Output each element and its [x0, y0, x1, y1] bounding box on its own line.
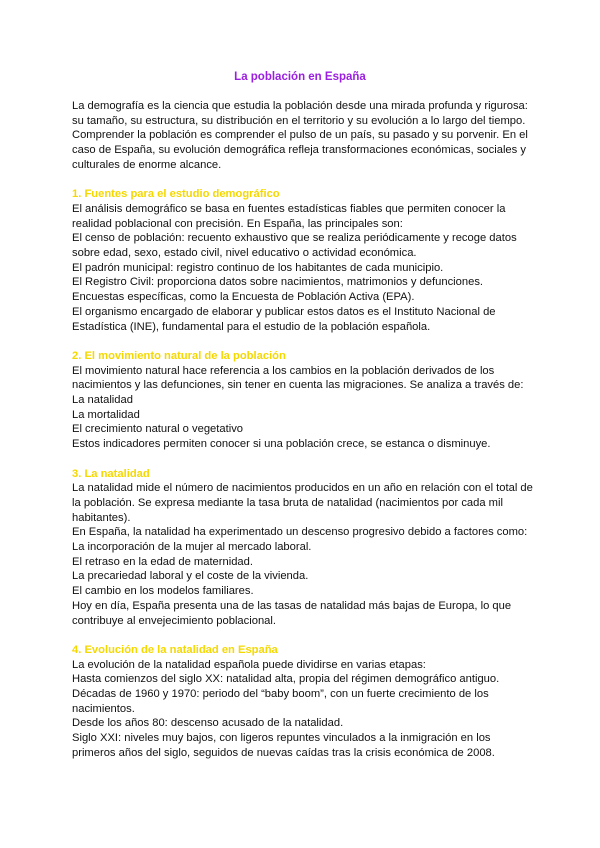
section-line: El padrón municipal: registro continuo de los habitantes de cada municipio.: [72, 261, 444, 274]
section-fuentes: [72, 187, 534, 334]
section-line: El crecimiento natural o vegetativo: [72, 423, 244, 436]
document-title: La población en España: [234, 71, 366, 83]
section-heading: 3. La natalidad: [72, 467, 150, 480]
section-line: El organismo encargado de elaborar y publicar estos datos es el Instituto Nacional de Estadística (INE), fundamental para el estudio de la población española.: [72, 305, 496, 333]
section-line: Estos indicadores permiten conocer si una población crece, se estanca o disminuye.: [72, 438, 491, 451]
section-line: Hasta comienzos del siglo XX: natalidad alta, propia del régimen demográfico antiguo.: [72, 673, 500, 686]
section-line: Hoy en día, España presenta una de las tasas de natalidad más bajas de Europa, lo que contribuye al envejecimiento poblacional.: [72, 599, 512, 627]
section-line: Siglo XXI: niveles muy bajos, con ligeros repuntes vinculados a la inmigración en los primeros años del siglo, seguidos de nuevas caídas tras la crisis económica de 2008.: [72, 732, 495, 759]
section-evolucion-natalidad: [72, 643, 534, 761]
section-heading: 2. El movimiento natural de la población: [72, 349, 286, 362]
section-heading: 4. Evolución de la natalidad en España: [72, 643, 278, 656]
section-line: El retraso en la edad de maternidad.: [72, 555, 253, 568]
section-line: Desde los años 80: descenso acusado de la natalidad.: [72, 717, 344, 730]
section-line: La precariedad laboral y el coste de la vivienda.: [72, 570, 309, 583]
section-line: La natalidad mide el número de nacimientos producidos en un año en relación con el total de la población. Se expresa mediante la tasa bruta de natalidad (nacimientos por cada mil habitantes).: [72, 482, 533, 524]
section-line: La incorporación de la mujer al mercado laboral.: [72, 541, 312, 554]
section-movimiento-natural: [72, 349, 534, 452]
section-line: Décadas de 1960 y 1970: periodo del “baby boom”, con un fuerte crecimiento de los nacimientos.: [72, 688, 489, 715]
section-line: La evolución de la natalidad española puede dividirse en varias etapas:: [72, 658, 426, 671]
section-line: El censo de población: recuento exhaustivo que se realiza periódicamente y recoge datos sobre edad, sexo, estado civil, nivel educativo o actividad económica.: [72, 232, 517, 260]
section-line: El análisis demográfico se basa en fuentes estadísticas fiables que permiten conocer la realidad poblacional con precisión. En España, las principales son:: [72, 202, 506, 230]
section-line: La natalidad: [72, 394, 133, 407]
intro-paragraph: La demografía es la ciencia que estudia la población desde una mirada profunda y rigurosa: su tamaño, su estructura, su distribución en el territorio y su evolución a lo largo del tiempo. Comprender la población es comprender el pulso de un país, su pasado y su porvenir. En el caso de España, su evolución demográfica refleja transformaciones económicas, sociales y culturales de enorme alcance.: [72, 100, 528, 171]
section-heading: 1. Fuentes para el estudio demográfico: [72, 188, 280, 201]
section-natalidad: [72, 467, 534, 629]
section-line: El movimiento natural hace referencia a los cambios en la población derivados de los nacimientos y las defunciones, sin tener en cuenta las migraciones. Se analiza a través de:: [72, 364, 524, 392]
section-line: El cambio en los modelos familiares.: [72, 585, 254, 598]
section-line: En España, la natalidad ha experimentado un descenso progresivo debido a factores como:: [72, 526, 528, 539]
section-line: Encuestas específicas, como la Encuesta de Población Activa (EPA).: [72, 291, 415, 304]
section-line: La mortalidad: [72, 408, 140, 421]
document-body: [72, 99, 534, 775]
section-line: El Registro Civil: proporciona datos sobre nacimientos, matrimonios y defunciones.: [72, 276, 484, 289]
